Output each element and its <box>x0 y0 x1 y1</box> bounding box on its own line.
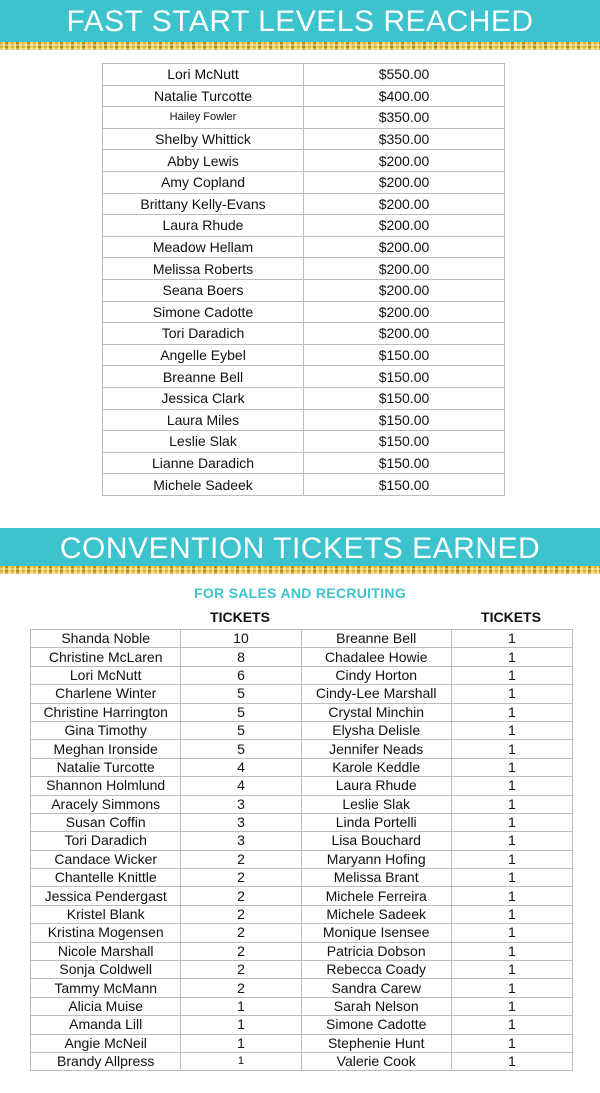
consultant-name-right: Lisa Bouchard <box>301 832 451 850</box>
consultant-name: Michele Sadeek <box>103 474 304 496</box>
table-row <box>103 301 505 323</box>
consultant-name-left: Gina Timothy <box>31 721 181 739</box>
consultant-name-left: Christine Harrington <box>31 703 181 721</box>
ticket-count-right: 1 <box>451 630 572 648</box>
ticket-count-right: 1 <box>451 740 572 758</box>
table-row <box>103 150 505 172</box>
ticket-count-left: 8 <box>181 648 301 666</box>
table-row <box>31 1016 573 1034</box>
consultant-name-right: Maryann Hofing <box>301 850 451 868</box>
ticket-count-right: 1 <box>451 887 572 905</box>
consultant-name-right: Patricia Dobson <box>301 942 451 960</box>
table-row <box>103 431 505 453</box>
consultant-name-right: Chadalee Howie <box>301 648 451 666</box>
fast-start-amount: $200.00 <box>304 150 505 172</box>
consultant-name-left: Kristel Blank <box>31 905 181 923</box>
fast-start-amount: $150.00 <box>304 366 505 388</box>
ticket-count-right: 1 <box>451 850 572 868</box>
table-row <box>31 942 573 960</box>
consultant-name-left: Charlene Winter <box>31 685 181 703</box>
ticket-count-right: 1 <box>451 813 572 831</box>
ticket-count-left: 5 <box>181 721 301 739</box>
table-row <box>103 215 505 237</box>
consultant-name-right: Melissa Brant <box>301 869 451 887</box>
fast-start-amount: $200.00 <box>304 193 505 215</box>
consultant-name-left: Chantelle Knittle <box>31 869 181 887</box>
ticket-count-left: 2 <box>181 850 301 868</box>
tickets-column-header-right: TICKETS <box>481 609 541 625</box>
consultant-name-right: Sandra Carew <box>301 979 451 997</box>
ticket-count-left: 5 <box>181 703 301 721</box>
consultant-name-left: Candace Wicker <box>31 850 181 868</box>
consultant-name: Amy Copland <box>103 171 304 193</box>
consultant-name-right: Elysha Delisle <box>301 721 451 739</box>
gold-glitter-divider <box>0 566 600 574</box>
consultant-name: Hailey Fowler <box>103 107 304 129</box>
table-row <box>103 193 505 215</box>
consultant-name-right: Linda Portelli <box>301 813 451 831</box>
convention-subtitle: FOR SALES AND RECRUITING <box>193 585 407 601</box>
ticket-count-right: 1 <box>451 1034 572 1052</box>
ticket-count-right: 1 <box>451 979 572 997</box>
fast-start-amount: $200.00 <box>304 258 505 280</box>
consultant-name: Tori Daradich <box>103 323 304 345</box>
consultant-name-left: Brandy Allpress <box>31 1052 181 1070</box>
consultant-name: Simone Cadotte <box>103 301 304 323</box>
consultant-name: Shelby Whittick <box>103 128 304 150</box>
table-row <box>31 961 573 979</box>
table-row <box>31 795 573 813</box>
ticket-count-left: 1 <box>181 997 301 1015</box>
consultant-name: Leslie Slak <box>103 431 304 453</box>
consultant-name: Brittany Kelly-Evans <box>103 193 304 215</box>
ticket-count-left: 6 <box>181 666 301 684</box>
consultant-name-right: Sarah Nelson <box>301 997 451 1015</box>
consultant-name-left: Amanda Lill <box>31 1016 181 1034</box>
convention-title: CONVENTION TICKETS EARNED <box>59 532 541 565</box>
table-row <box>31 630 573 648</box>
consultant-name-right: Breanne Bell <box>301 630 451 648</box>
consultant-name-right: Valerie Cook <box>301 1052 451 1070</box>
ticket-count-right: 1 <box>451 924 572 942</box>
fast-start-amount: $150.00 <box>304 431 505 453</box>
fast-start-amount: $200.00 <box>304 279 505 301</box>
table-row <box>103 323 505 345</box>
table-row <box>31 869 573 887</box>
fast-start-amount: $350.00 <box>304 128 505 150</box>
consultant-name: Natalie Turcotte <box>103 85 304 107</box>
consultant-name-right: Stephenie Hunt <box>301 1034 451 1052</box>
consultant-name-right: Monique Isensee <box>301 924 451 942</box>
ticket-count-left: 2 <box>181 887 301 905</box>
table-row <box>103 107 505 129</box>
table-row <box>31 703 573 721</box>
fast-start-amount: $150.00 <box>304 387 505 409</box>
ticket-count-left: 2 <box>181 924 301 942</box>
ticket-count-right: 1 <box>451 758 572 776</box>
ticket-count-right: 1 <box>451 942 572 960</box>
table-row <box>103 344 505 366</box>
ticket-count-right: 1 <box>451 1016 572 1034</box>
table-row <box>103 64 505 86</box>
consultant-name-right: Crystal Minchin <box>301 703 451 721</box>
convention-banner <box>0 528 600 566</box>
fast-start-amount: $200.00 <box>304 215 505 237</box>
consultant-name-right: Cindy Horton <box>301 666 451 684</box>
table-row <box>103 387 505 409</box>
consultant-name-left: Natalie Turcotte <box>31 758 181 776</box>
table-row <box>31 832 573 850</box>
table-row <box>103 85 505 107</box>
consultant-name-right: Jennifer Neads <box>301 740 451 758</box>
table-row <box>31 721 573 739</box>
fast-start-banner <box>0 0 600 42</box>
table-row <box>103 279 505 301</box>
table-row <box>31 740 573 758</box>
ticket-count-left: 5 <box>181 740 301 758</box>
ticket-count-left: 10 <box>181 630 301 648</box>
fast-start-title: FAST START LEVELS REACHED <box>66 5 534 38</box>
consultant-name-right: Simone Cadotte <box>301 1016 451 1034</box>
ticket-count-right: 1 <box>451 648 572 666</box>
table-row <box>103 409 505 431</box>
ticket-count-left: 5 <box>181 685 301 703</box>
ticket-count-right: 1 <box>451 666 572 684</box>
consultant-name-left: Aracely Simmons <box>31 795 181 813</box>
ticket-count-right: 1 <box>451 703 572 721</box>
tickets-column-header-left: TICKETS <box>210 609 270 625</box>
consultant-name: Melissa Roberts <box>103 258 304 280</box>
ticket-count-left: 2 <box>181 979 301 997</box>
ticket-count-left: 3 <box>181 813 301 831</box>
consultant-name-left: Nicole Marshall <box>31 942 181 960</box>
ticket-count-right: 1 <box>451 869 572 887</box>
consultant-name-left: Alicia Muise <box>31 997 181 1015</box>
ticket-count-right: 1 <box>451 721 572 739</box>
consultant-name-left: Angie McNeil <box>31 1034 181 1052</box>
consultant-name-left: Meghan Ironside <box>31 740 181 758</box>
table-row <box>31 887 573 905</box>
ticket-count-left: 2 <box>181 869 301 887</box>
ticket-count-right: 1 <box>451 685 572 703</box>
consultant-name: Angelle Eybel <box>103 344 304 366</box>
consultant-name: Laura Rhude <box>103 215 304 237</box>
fast-start-amount: $350.00 <box>304 107 505 129</box>
consultant-name-right: Cindy-Lee Marshall <box>301 685 451 703</box>
ticket-count-left: 1 <box>181 1034 301 1052</box>
fast-start-amount: $150.00 <box>304 474 505 496</box>
ticket-count-left: 2 <box>181 942 301 960</box>
consultant-name: Seana Boers <box>103 279 304 301</box>
ticket-count-left: 2 <box>181 961 301 979</box>
ticket-count-left: 1 <box>181 1052 301 1070</box>
ticket-count-left: 3 <box>181 832 301 850</box>
consultant-name-left: Tammy McMann <box>31 979 181 997</box>
consultant-name-left: Susan Coffin <box>31 813 181 831</box>
ticket-count-left: 1 <box>181 1016 301 1034</box>
table-row <box>31 758 573 776</box>
table-row <box>31 1034 573 1052</box>
consultant-name-left: Jessica Pendergast <box>31 887 181 905</box>
table-row <box>103 366 505 388</box>
consultant-name: Laura Miles <box>103 409 304 431</box>
table-row <box>31 813 573 831</box>
table-row <box>31 997 573 1015</box>
fast-start-amount: $400.00 <box>304 85 505 107</box>
table-row <box>31 850 573 868</box>
fast-start-amount: $200.00 <box>304 301 505 323</box>
fast-start-amount: $150.00 <box>304 344 505 366</box>
consultant-name: Abby Lewis <box>103 150 304 172</box>
fast-start-amount: $550.00 <box>304 64 505 86</box>
table-row <box>31 685 573 703</box>
consultant-name-left: Kristina Mogensen <box>31 924 181 942</box>
fast-start-amount: $200.00 <box>304 171 505 193</box>
ticket-count-right: 1 <box>451 1052 572 1070</box>
ticket-count-right: 1 <box>451 905 572 923</box>
consultant-name: Jessica Clark <box>103 387 304 409</box>
table-row <box>31 666 573 684</box>
fast-start-table <box>102 63 505 496</box>
ticket-count-left: 4 <box>181 758 301 776</box>
fast-start-amount: $200.00 <box>304 236 505 258</box>
consultant-name-left: Sonja Coldwell <box>31 961 181 979</box>
table-row <box>103 236 505 258</box>
table-row <box>103 258 505 280</box>
consultant-name-right: Rebecca Coady <box>301 961 451 979</box>
ticket-count-right: 1 <box>451 832 572 850</box>
fast-start-amount: $150.00 <box>304 452 505 474</box>
table-row <box>31 777 573 795</box>
convention-tickets-table <box>30 629 573 1071</box>
consultant-name-left: Tori Daradich <box>31 832 181 850</box>
ticket-count-left: 3 <box>181 795 301 813</box>
table-row <box>103 474 505 496</box>
ticket-count-left: 4 <box>181 777 301 795</box>
consultant-name: Meadow Hellam <box>103 236 304 258</box>
ticket-count-left: 2 <box>181 905 301 923</box>
gold-glitter-divider <box>0 42 600 50</box>
consultant-name-right: Michele Sadeek <box>301 905 451 923</box>
consultant-name: Lianne Daradich <box>103 452 304 474</box>
ticket-count-right: 1 <box>451 777 572 795</box>
table-row <box>103 452 505 474</box>
fast-start-amount: $200.00 <box>304 323 505 345</box>
consultant-name: Lori McNutt <box>103 64 304 86</box>
table-row <box>103 128 505 150</box>
consultant-name-right: Leslie Slak <box>301 795 451 813</box>
consultant-name-right: Michele Ferreira <box>301 887 451 905</box>
consultant-name-left: Lori McNutt <box>31 666 181 684</box>
table-row <box>103 171 505 193</box>
consultant-name-left: Shannon Holmlund <box>31 777 181 795</box>
ticket-count-right: 1 <box>451 961 572 979</box>
table-row <box>31 1052 573 1070</box>
table-row <box>31 924 573 942</box>
consultant-name-left: Christine McLaren <box>31 648 181 666</box>
ticket-count-right: 1 <box>451 997 572 1015</box>
consultant-name-left: Shanda Noble <box>31 630 181 648</box>
table-row <box>31 979 573 997</box>
ticket-count-right: 1 <box>451 795 572 813</box>
consultant-name-right: Karole Keddle <box>301 758 451 776</box>
table-row <box>31 648 573 666</box>
table-row <box>31 905 573 923</box>
fast-start-amount: $150.00 <box>304 409 505 431</box>
consultant-name: Breanne Bell <box>103 366 304 388</box>
consultant-name-right: Laura Rhude <box>301 777 451 795</box>
